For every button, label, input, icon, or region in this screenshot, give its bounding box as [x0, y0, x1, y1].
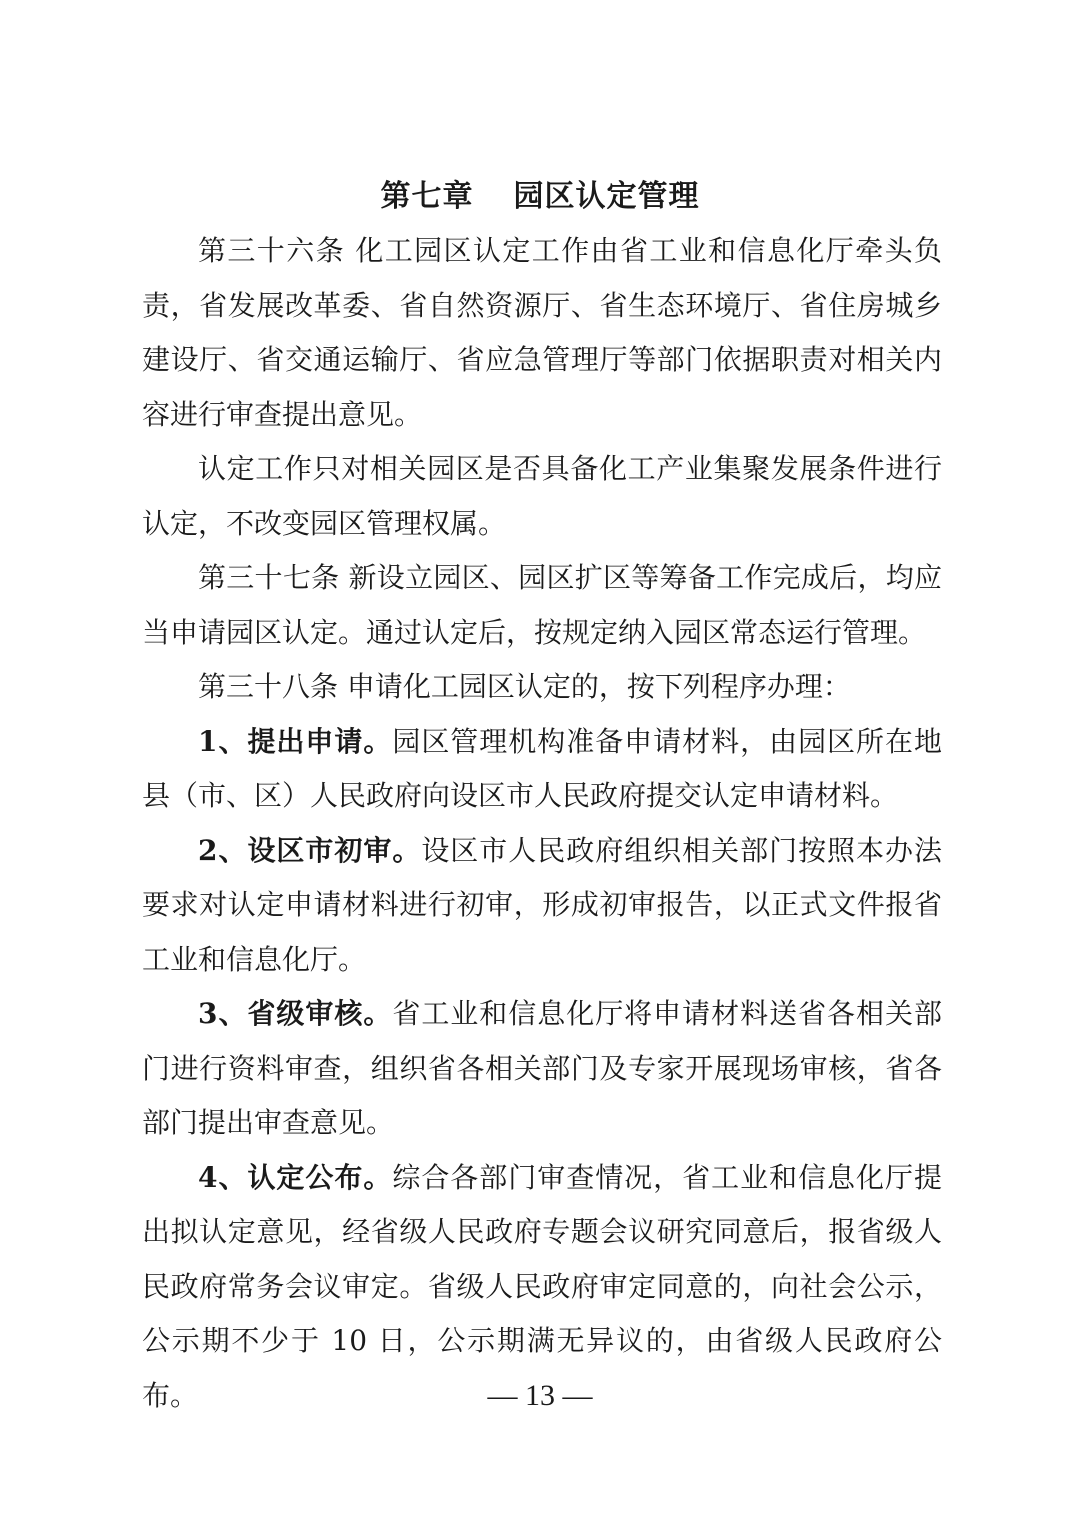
paragraph-text: 省工业和信息化厅将申请材料送省各相关部门进行资料审查，组织省各相关部门及专家开展现场审核，省各部门提出审查意见。 — [142, 997, 942, 1139]
paragraph-step-3 — [142, 987, 942, 1151]
paragraph-text: 第三十六条 化工园区认定工作由省工业和信息化厅牵头负责，省发展改革委、省自然资源厅、省生态环境厅、省住房城乡建设厅、省交通运输厅、省应急管理厅等部门依据职责对相关内容进行审查提出意见。 — [142, 234, 942, 431]
paragraph-step-1 — [142, 715, 942, 824]
paragraph-text: 设区市人民政府组织相关部门按照本办法要求对认定申请材料进行初审，形成初审报告，以正式文件报省工业和信息化厅。 — [142, 833, 942, 976]
body-text — [142, 224, 942, 1423]
paragraph-text: 第三十七条 新设立园区、园区扩区等筹备工作完成后，均应当申请园区认定。通过认定后，按规定纳入园区常态运行管理。 — [142, 561, 942, 649]
step-heading: 1、提出申请。 — [198, 724, 393, 758]
paragraph-article-36-note — [142, 442, 942, 551]
paragraph-text: 综合各部门审查情况，省工业和信息化厅提出拟认定意见，经省级人民政府专题会议研究同意后，报省级人民政府常务会议审定。省级人民政府审定同意的，向社会公示，公示期不少于 10 日，公示期满无异议的，由省级人民政府公布。 — [142, 1160, 942, 1412]
paragraph-article-38 — [142, 660, 942, 715]
paragraph-step-2 — [142, 824, 942, 988]
paragraph-article-36 — [142, 224, 942, 442]
paragraph-text: 第三十八条 申请化工园区认定的，按下列程序办理： — [198, 670, 851, 703]
chapter-name: 园区认定管理 — [513, 179, 700, 214]
page-number: — 13 — — [487, 1379, 593, 1412]
paragraph-article-37 — [142, 551, 942, 660]
step-heading: 4、认定公布。 — [198, 1160, 393, 1194]
paragraph-text: 园区管理机构准备申请材料，由园区所在地县（市、区）人民政府向设区市人民政府提交认定申请材料。 — [142, 724, 942, 812]
step-heading: 3、省级审核。 — [198, 997, 393, 1030]
paragraph-text: 认定工作只对相关园区是否具备化工产业集聚发展条件进行认定，不改变园区管理权属。 — [142, 452, 942, 540]
step-heading: 2、设区市初审。 — [198, 833, 422, 867]
chapter-number: 第七章 — [380, 179, 474, 214]
chapter-title — [0, 172, 1080, 222]
